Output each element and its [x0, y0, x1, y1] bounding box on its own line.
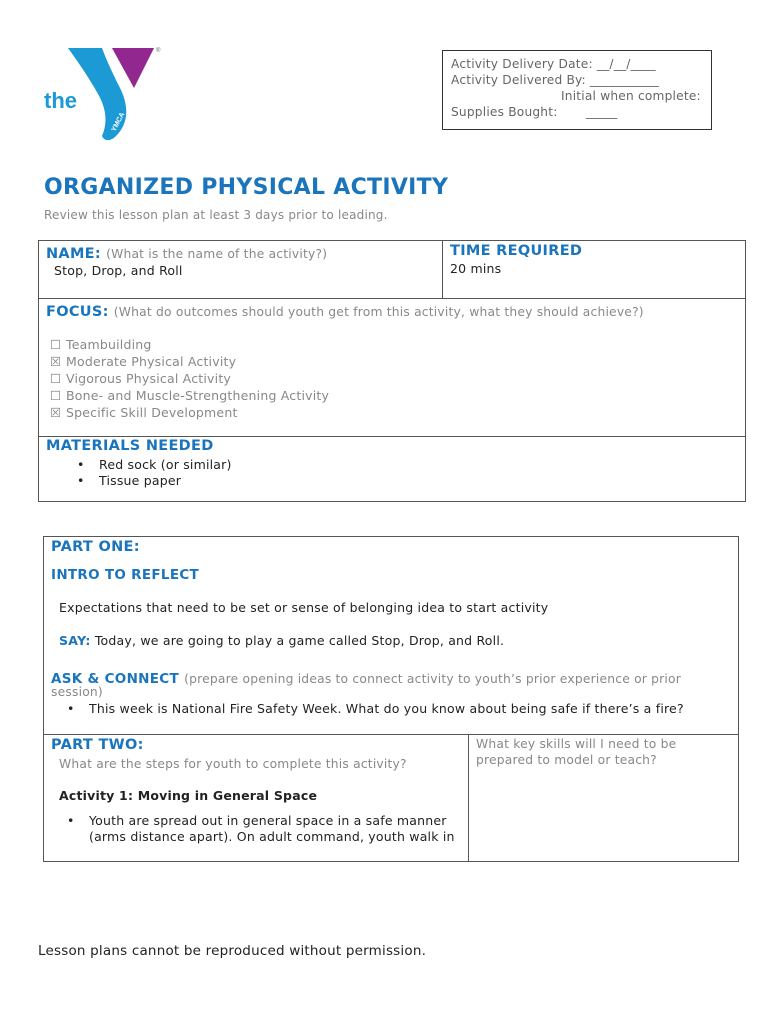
- focus-item: [50, 336, 329, 353]
- row-divider-2: [39, 436, 745, 437]
- focus-item-label: Bone- and Muscle-Strengthening Activity: [66, 388, 330, 403]
- name-heading: [46, 243, 327, 262]
- say-line: [59, 633, 504, 648]
- part-two-column-divider: [468, 734, 469, 862]
- list-item: • This week is National Fire Safety Week. What do you know about being safe if there’s a fire?: [89, 701, 684, 716]
- name-label: NAME:: [46, 246, 101, 262]
- delivery-date-label: Activity Delivery Date: __/__/____: [451, 57, 656, 71]
- focus-item: [50, 387, 329, 404]
- focus-item: [50, 353, 329, 370]
- part-one-label: PART ONE:: [51, 539, 140, 555]
- logo-registered-mark: ®: [156, 48, 161, 54]
- checkbox-checked-icon: ☒: [50, 405, 62, 420]
- lesson-steps-table: [43, 536, 739, 862]
- part-two-label: PART TWO:: [51, 737, 144, 753]
- intro-reflect-label: INTRO TO REFLECT: [51, 567, 200, 583]
- checkbox-empty-icon: ☐: [50, 371, 62, 386]
- focus-checklist: [50, 336, 329, 421]
- activity-1-bullets: [89, 813, 455, 845]
- ask-connect-hint: (prepare opening ideas to connect activity to youth’s prior experience or prior: [184, 672, 682, 686]
- page-subtitle: Review this lesson plan at least 3 days prior to leading.: [44, 208, 388, 222]
- focus-item-label: Moderate Physical Activity: [66, 354, 237, 369]
- checkbox-empty-icon: ☐: [50, 337, 62, 352]
- ask-bullets: [89, 701, 684, 716]
- lesson-info-table: [38, 240, 746, 502]
- ymca-logo: [42, 44, 172, 144]
- ask-connect-hint-cont: session): [51, 685, 103, 699]
- say-text: Today, we are going to play a game called Stop, Drop, and Roll.: [94, 633, 505, 648]
- delivery-info-box: [442, 50, 712, 130]
- part-two-hint: What are the steps for youth to complete this activity?: [59, 757, 407, 771]
- row-divider-1: [39, 298, 745, 299]
- logo-purple-arm: [112, 48, 154, 88]
- materials-list: [99, 457, 232, 489]
- focus-hint: (What do outcomes should youth get from this activity, what they should achieve?): [113, 305, 644, 319]
- initial-label: Initial when complete:: [561, 89, 701, 103]
- list-item: • Tissue paper: [99, 473, 232, 489]
- supplies-blank: _____: [586, 105, 618, 119]
- materials-label: MATERIALS NEEDED: [46, 438, 214, 454]
- ask-connect-line: [51, 668, 681, 687]
- name-hint: (What is the name of the activity?): [106, 247, 328, 261]
- bullet-line-2: (arms distance apart). On adult command, youth walk in: [89, 829, 455, 844]
- key-skills-hint: What key skills will I need to be prepared to model or teach?: [476, 737, 677, 767]
- list-item: • Red sock (or similar): [99, 457, 232, 473]
- supplies-bought-label: Supplies Bought:: [451, 105, 558, 119]
- delivered-by-label: Activity Delivered By: ___________: [451, 73, 660, 87]
- focus-item-label: Teambuilding: [66, 337, 152, 352]
- focus-label: FOCUS:: [46, 304, 109, 320]
- focus-item-label: Vigorous Physical Activity: [66, 371, 232, 386]
- logo-ymca-text: YMCA: [110, 111, 127, 133]
- bullet-line-1: Youth are spread out in general space in a safe manner: [89, 813, 447, 828]
- part-divider: [44, 734, 738, 735]
- activity-name-value: Stop, Drop, and Roll: [54, 263, 183, 278]
- focus-item-label: Specific Skill Development: [66, 405, 238, 420]
- focus-item: [50, 404, 329, 421]
- checkbox-empty-icon: ☐: [50, 388, 62, 403]
- say-label: SAY:: [59, 633, 91, 648]
- logo-the-text: the: [44, 88, 77, 113]
- focus-heading: [46, 301, 644, 320]
- ask-connect-label: ASK & CONNECT: [51, 671, 180, 687]
- checkbox-checked-icon: ☒: [50, 354, 62, 369]
- name-time-divider: [442, 241, 443, 298]
- focus-item: [50, 370, 329, 387]
- time-required-label: TIME REQUIRED: [450, 243, 583, 259]
- expectations-text: Expectations that need to be set or sense of belonging idea to start activity: [59, 600, 549, 615]
- page-title: ORGANIZED PHYSICAL ACTIVITY: [44, 175, 449, 200]
- list-item: [89, 813, 455, 845]
- activity-1-title: Activity 1: Moving in General Space: [59, 788, 318, 803]
- footer-copyright: Lesson plans cannot be reproduced without permission.: [38, 943, 427, 959]
- time-required-value: 20 mins: [450, 261, 502, 276]
